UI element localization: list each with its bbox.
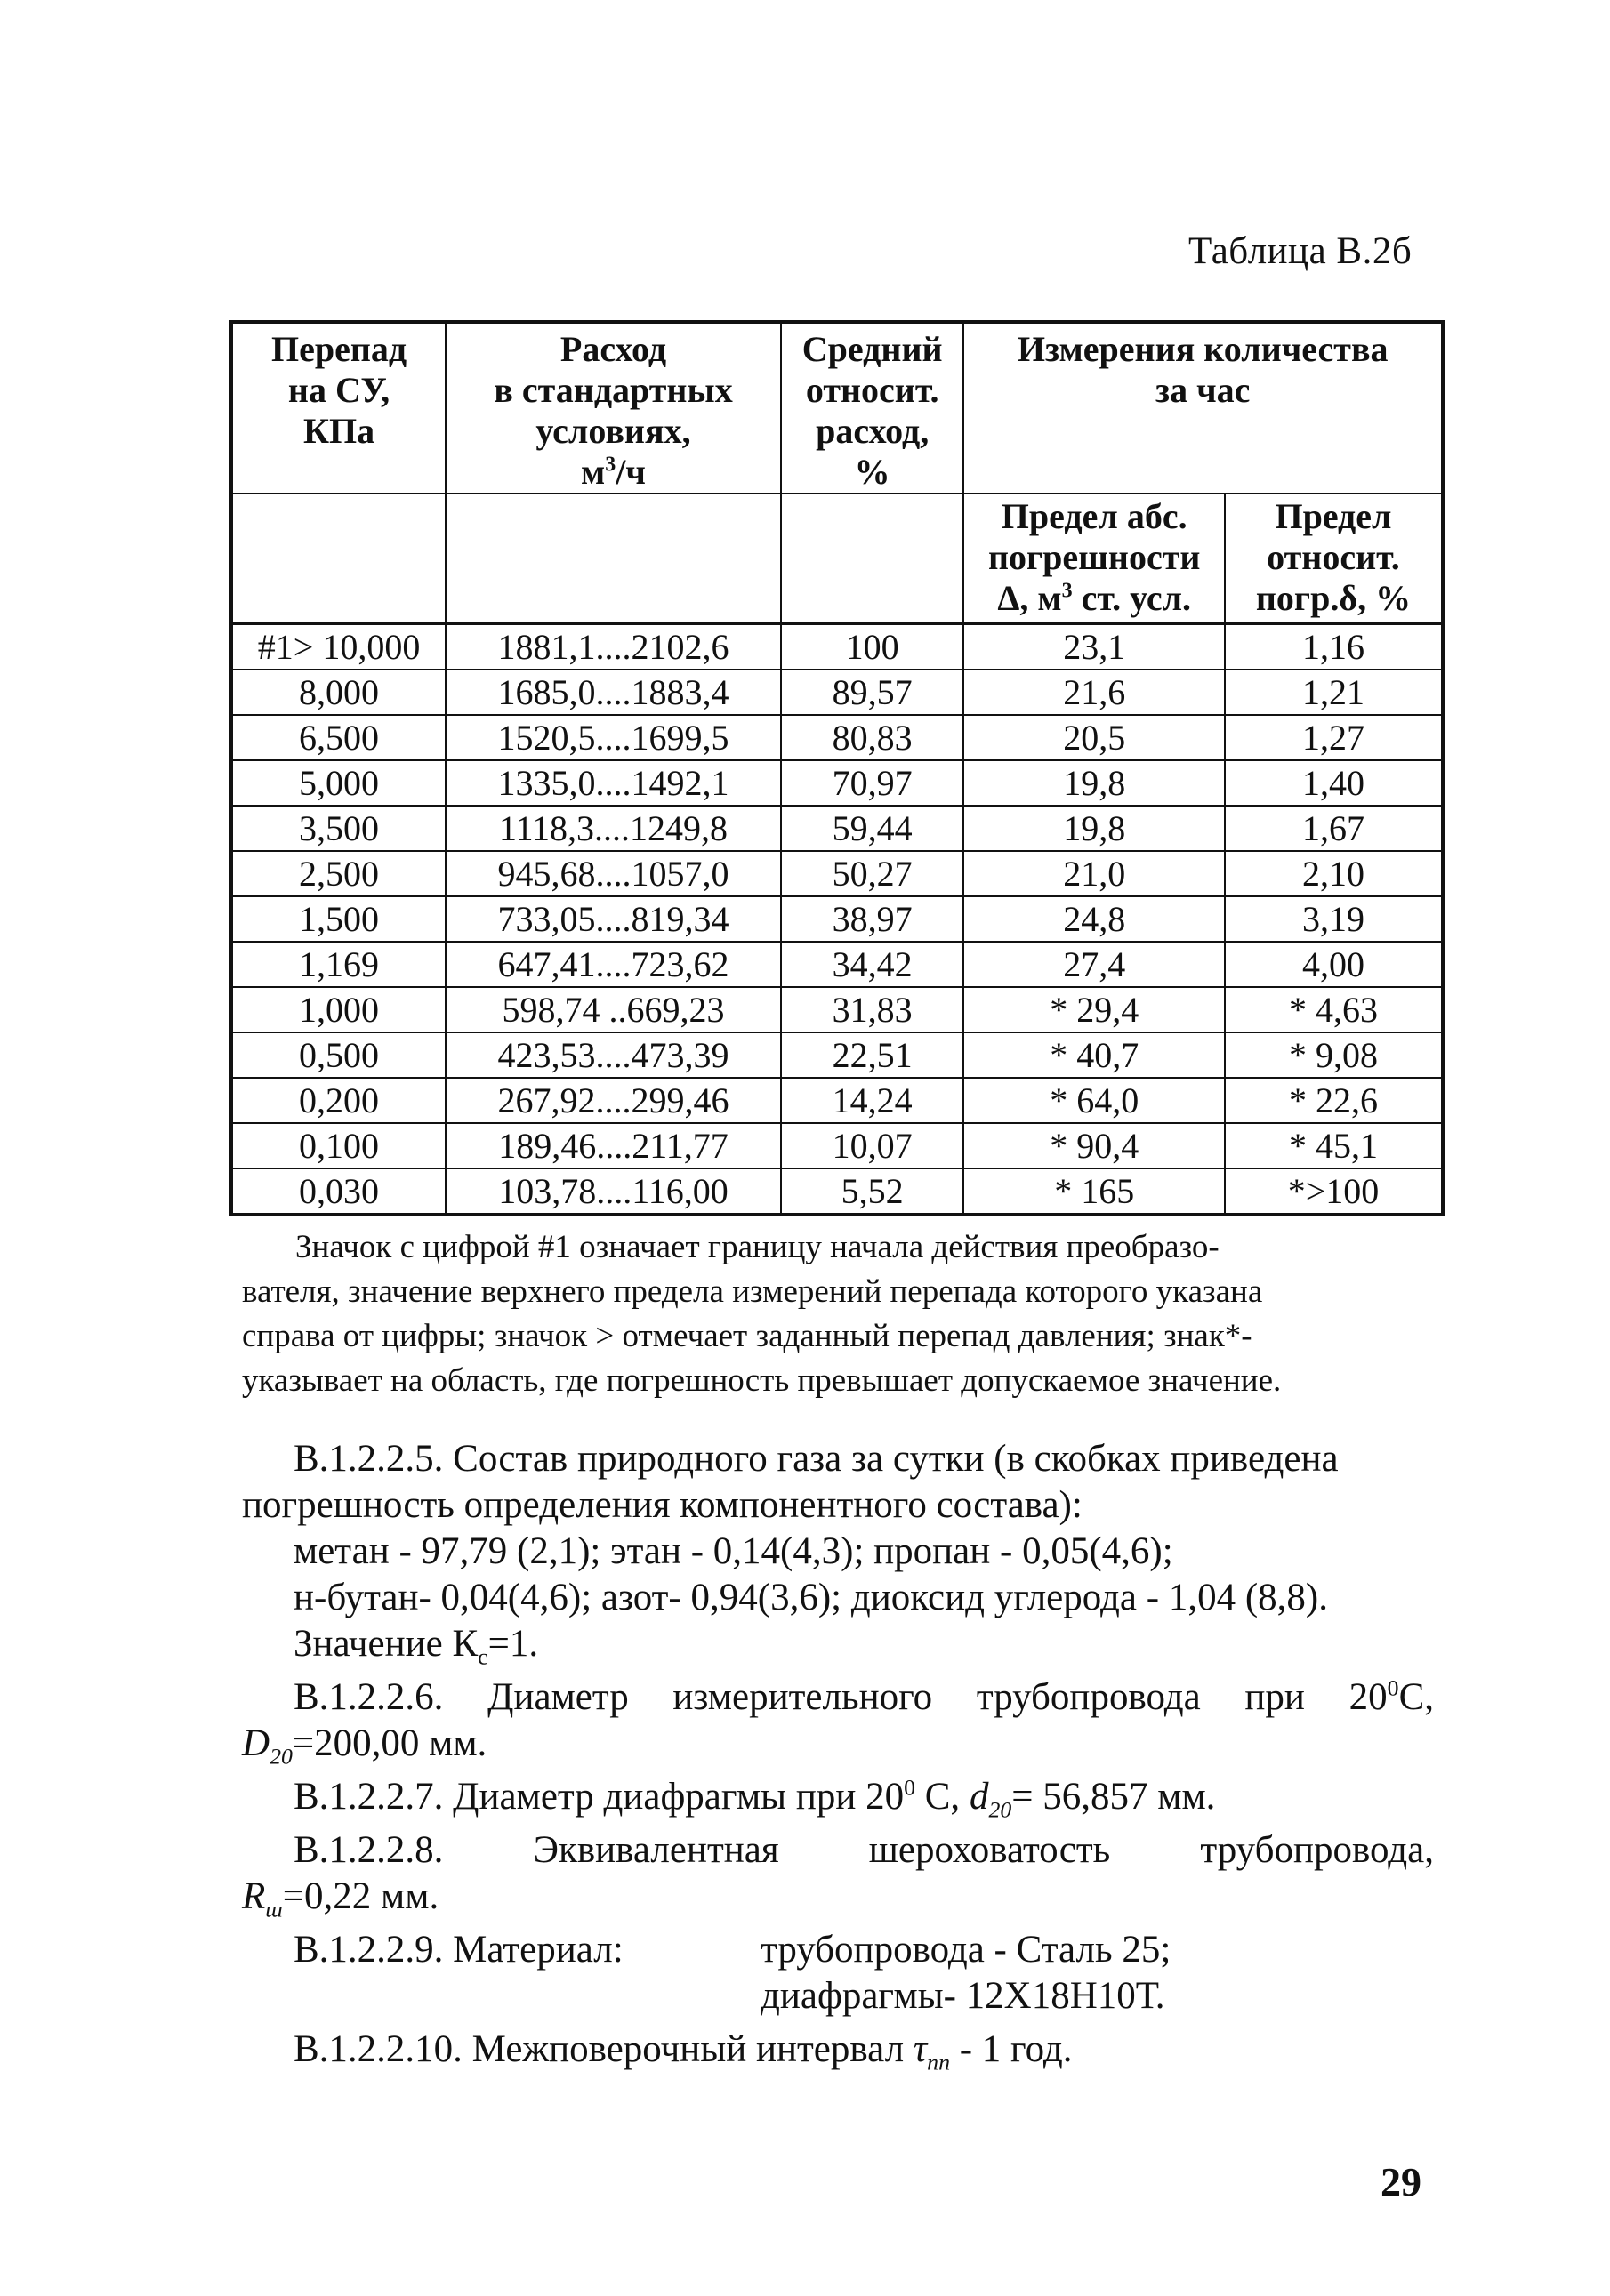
table-cell: 38,97 [781,896,964,942]
table-cell: 0,030 [231,1168,446,1215]
table-row [231,1032,1443,1078]
table-cell: 1685,0....1883,4 [446,670,781,715]
table-cell: 1,27 [1225,715,1443,760]
table-cell: 70,97 [781,760,964,806]
table-cell: 598,74 ..669,23 [446,987,781,1032]
table-row [231,1123,1443,1168]
paragraph-gas-composition: В.1.2.2.5. Состав природного газа за сутки (в скобках приведена [294,1438,1339,1480]
footnote-line: вателя, значение верхнего предела измерений перепада которого указана [242,1273,1263,1310]
table-cell: 100 [781,624,964,670]
table-cell: 103,78....116,00 [446,1168,781,1215]
table-cell: 10,07 [781,1123,964,1168]
header-rel-error-limit: Предел относит. погр.δ, % [1225,494,1443,624]
table-cell: 31,83 [781,987,964,1032]
paragraph-roughness: В.1.2.2.8. Эквивалентная шероховатость трубопровода, [294,1829,1434,1871]
table-cell: * 9,08 [1225,1032,1443,1078]
body-text [242,1436,1434,2073]
table-cell: 1520,5....1699,5 [446,715,781,760]
measurement-table [229,320,1445,1216]
table-cell: 1,169 [231,942,446,987]
table-cell: * 90,4 [963,1123,1224,1168]
table-cell: 59,44 [781,806,964,851]
header-empty-3 [781,494,964,624]
header-empty-1 [231,494,446,624]
table-cell: 267,92....299,46 [446,1078,781,1123]
table-cell: 19,8 [963,806,1224,851]
table-cell: 14,24 [781,1078,964,1123]
table-cell: 8,000 [231,670,446,715]
table-cell: 19,8 [963,760,1224,806]
paragraph-line: метан - 97,79 (2,1); этан - 0,14(4,3); пропан - 0,05(4,6); [294,1530,1173,1572]
table-cell: 1,16 [1225,624,1443,670]
table-cell: * 64,0 [963,1078,1224,1123]
table-cell: 3,19 [1225,896,1443,942]
paragraph-line: $R_ш=0,22$ мм. [242,1875,439,1923]
paragraph-interval: В.1.2.2.10. Межповерочный интервал $\tau_{пп} - 1$ год. [294,2028,1073,2075]
header-empty-2 [446,494,781,624]
table-cell: 21,6 [963,670,1224,715]
table-cell: 189,46....211,77 [446,1123,781,1168]
table-cell: 3,500 [231,806,446,851]
table-cell: * 29,4 [963,987,1224,1032]
table-cell: #1> 10,000 [231,624,446,670]
paragraph-line: $D_{20}=200,00$ мм. [242,1722,487,1770]
table-row [231,1168,1443,1215]
table-cell: 1,21 [1225,670,1443,715]
table-cell: 80,83 [781,715,964,760]
table-cell: 733,05....819,34 [446,896,781,942]
table-cell: 1118,3....1249,8 [446,806,781,851]
table-cell: 23,1 [963,624,1224,670]
table-row [231,942,1443,987]
table-cell: 22,51 [781,1032,964,1078]
header-flow-rate: Расход в стандартных условиях, $м^3/ч$ [446,322,781,494]
table-cell: * 40,7 [963,1032,1224,1078]
table-cell: 1,500 [231,896,446,942]
table-row [231,851,1443,896]
table-cell: * 4,63 [1225,987,1443,1032]
table-caption: Таблица В.2б [1188,230,1413,272]
paragraph-line: Значение $К_c=1$. [294,1623,539,1670]
table-cell: * 165 [963,1168,1224,1215]
table-cell: 423,53....473,39 [446,1032,781,1078]
table-cell: 945,68....1057,0 [446,851,781,896]
table-cell: *>100 [1225,1168,1443,1215]
header-avg-relative-flow: Средний относит. расход, % [781,322,964,494]
table-row [231,1078,1443,1123]
table-cell: 1,67 [1225,806,1443,851]
table-cell: 4,00 [1225,942,1443,987]
table-cell: 0,200 [231,1078,446,1123]
paragraph-line: погрешность определения компонентного состава): [242,1484,1083,1526]
table-cell: 27,4 [963,942,1224,987]
paragraph-orifice-diameter: В.1.2.2.7. Диаметр диафрагмы при $20^0$ С, $d_{20}= 56,857$ мм. [294,1774,1216,1823]
table-cell: 0,100 [231,1123,446,1168]
table-cell: * 45,1 [1225,1123,1443,1168]
table-cell: 20,5 [963,715,1224,760]
table-row [231,806,1443,851]
table-row [231,987,1443,1032]
table-cell: 1881,1....2102,6 [446,624,781,670]
header-hourly-measurements: Измерения количества за час [963,322,1443,494]
table-footnote [242,1225,1434,1403]
paragraph-line: диафрагмы- 12Х18Н10Т. [761,1975,1165,2017]
table-cell: 50,27 [781,851,964,896]
paragraph-pipe-diameter: В.1.2.2.6. Диаметр измерительного трубопровода при $20^0С$, [294,1674,1434,1718]
footnote-line: указывает на область, где погрешность превышает допускаемое значение. [242,1362,1282,1399]
header-pressure-drop: Перепад на СУ, КПа [231,322,446,494]
table-cell: 21,0 [963,851,1224,896]
table-row [231,670,1443,715]
footnote-line: Значок с цифрой #1 означает границу начала действия преобразо- [295,1229,1220,1265]
table-row [231,624,1443,670]
table-cell: 1335,0....1492,1 [446,760,781,806]
page-number: 29 [1381,2159,1421,2204]
table-row [231,896,1443,942]
table-cell: 647,41....723,62 [446,942,781,987]
table-cell: 34,42 [781,942,964,987]
table-cell: * 22,6 [1225,1078,1443,1123]
paragraph-line: н-бутан- 0,04(4,6); азот- 0,94(3,6); диоксид углерода - 1,04 (8,8). [294,1577,1328,1618]
table-cell: 2,500 [231,851,446,896]
table-cell: 6,500 [231,715,446,760]
table-row [231,715,1443,760]
table-cell: 24,8 [963,896,1224,942]
table-cell: 2,10 [1225,851,1443,896]
paragraph-material: В.1.2.2.9. Материал: трубопровода - Сталь 25; [294,1929,1171,1971]
table-cell: 5,000 [231,760,446,806]
table-cell: 89,57 [781,670,964,715]
table-cell: 5,52 [781,1168,964,1215]
footnote-line: справа от цифры; значок > отмечает заданный перепад давления; знак*- [242,1318,1252,1354]
table-cell: 1,000 [231,987,446,1032]
table-cell: 0,500 [231,1032,446,1078]
table-cell: 1,40 [1225,760,1443,806]
table-row [231,760,1443,806]
header-abs-error-limit: Предел абс. погрешности Δ, $м^3$ ст. усл. [963,494,1224,624]
